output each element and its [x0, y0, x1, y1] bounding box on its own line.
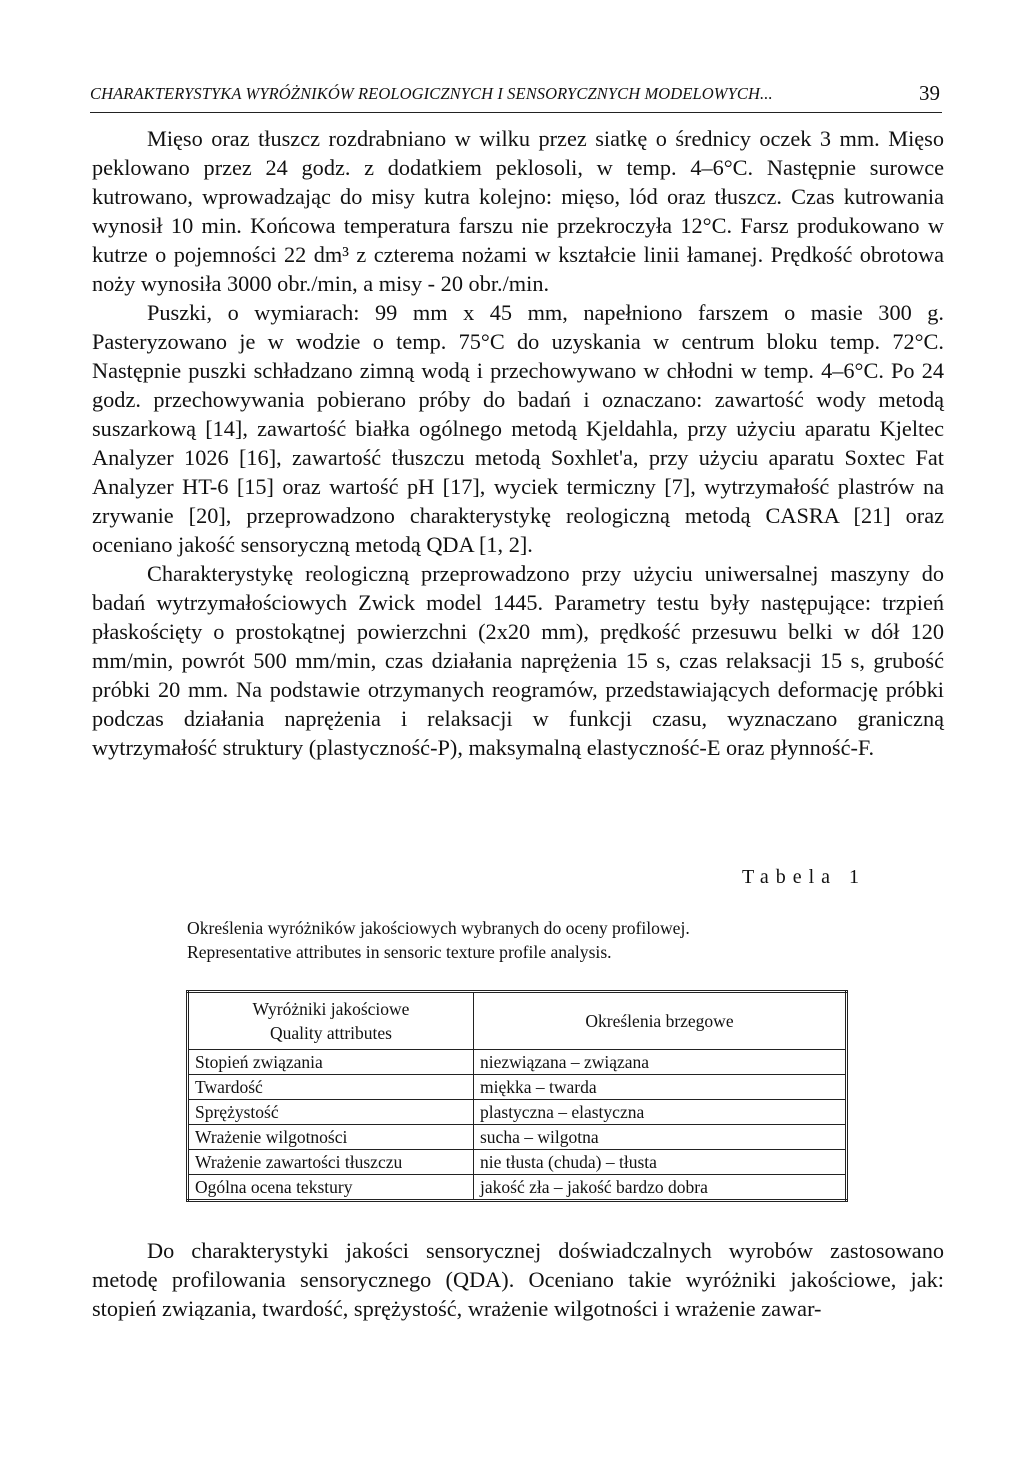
table-cell-attribute: Ogólna ocena tekstury	[188, 1175, 474, 1201]
table-header-attributes-pl: Wyróżniki jakościowe	[252, 999, 410, 1019]
running-title: CHARAKTERYSTYKA WYRÓŻNIKÓW REOLOGICZNYCH I SENSORYCZNYCH MODELOWYCH...	[90, 84, 773, 103]
table-cell-range: jakość zła – jakość bardzo dobra	[474, 1175, 847, 1201]
running-header	[90, 78, 942, 113]
table-caption	[187, 916, 690, 964]
body-text-continued	[92, 1236, 944, 1323]
table-header-attributes	[188, 992, 474, 1050]
table-label: Tabela 1	[742, 866, 867, 888]
paragraph: Charakterystykę reologiczną przeprowadzono przy użyciu uniwersalnej maszyny do badań wytrzymałościowych Zwick model 1445. Parametry testu były następujące: trzpień płaskościęty o prostokątnej powierzchni (2x20 mm), prędkość przesuwu belki w dół 120 mm/min, powrót 500 mm/min, czas działania naprężenia 15 s, czas relaksacji 15 s, grubość próbki 20 mm. Na podstawie otrzymanych reogramów, przedstawiających deformację próbki podczas działania naprężenia i relaksacji w funkcji czasu, wyznaczano graniczną wytrzymałość struktury (plastyczność-P), maksymalną elastyczność-E oraz płynność-F.	[92, 561, 944, 760]
table-row	[188, 1125, 847, 1150]
paragraph: Do charakterystyki jakości sensorycznej doświadczalnych wyrobów zastosowano metodę profilowania sensorycznego (QDA). Oceniano takie wyróżniki jakościowe, jak: stopień związania, twardość, sprężystość, wrażenie wilgotności i wrażenie zawar-	[92, 1238, 944, 1321]
table-cell-range: sucha – wilgotna	[474, 1125, 847, 1150]
table-row	[188, 1175, 847, 1201]
table-header-terms: Określenia brzegowe	[474, 992, 847, 1050]
table-cell-attribute: Twardość	[188, 1075, 474, 1100]
table-caption-en: Representative attributes in sensoric texture profile analysis.	[187, 942, 612, 962]
table-cell-range: nie tłusta (chuda) – tłusta	[474, 1150, 847, 1175]
table-cell-range: niezwiązana – związana	[474, 1050, 847, 1075]
table-cell-attribute: Wrażenie wilgotności	[188, 1125, 474, 1150]
body-text	[92, 124, 944, 762]
attributes-table	[186, 990, 848, 1202]
table-cell-range: plastyczna – elastyczna	[474, 1100, 847, 1125]
table-row	[188, 1050, 847, 1075]
table-caption-pl: Określenia wyróżników jakościowych wybranych do oceny profilowej.	[187, 918, 690, 938]
table-cell-attribute: Wrażenie zawartości tłuszczu	[188, 1150, 474, 1175]
table-row	[188, 1150, 847, 1175]
table-cell-range: miękka – twarda	[474, 1075, 847, 1100]
table-row	[188, 1075, 847, 1100]
page-number: 39	[919, 81, 940, 105]
table-row	[188, 1100, 847, 1125]
table-header-row	[188, 992, 847, 1050]
table-cell-attribute: Stopień związania	[188, 1050, 474, 1075]
paragraph: Mięso oraz tłuszcz rozdrabniano w wilku przez siatkę o średnicy oczek 3 mm. Mięso peklowano przez 24 godz. z dodatkiem peklosoli, w temp. 4–6°C. Następnie surowce kutrowano, wprowadzając do misy kutra kolejno: mięso, lód oraz tłuszcz. Czas kutrowania wynosił 10 min. Końcowa temperatura farszu nie przekroczyła 12°C. Farsz produkowano w kutrze o pojemności 22 dm³ z czterema nożami w kształcie linii łamanej. Prędkość obrotowa noży wynosiła 3000 obr./min, a misy - 20 obr./min.	[92, 126, 944, 296]
table-cell-attribute: Sprężystość	[188, 1100, 474, 1125]
table-header-attributes-en: Quality attributes	[270, 1023, 392, 1043]
paragraph: Puszki, o wymiarach: 99 mm x 45 mm, napełniono farszem o masie 300 g. Pasteryzowano je w wodzie o temp. 75°C do uzyskania w centrum bloku temp. 72°C. Następnie puszki schładzano zimną wodą i przechowywano w chłodni w temp. 4–6°C. Po 24 godz. przechowywania pobierano próby do badań i oznaczano: zawartość wody metodą suszarkową [14], zawartość białka ogólnego metodą Kjeldahla, przy użyciu aparatu Kjeltec Analyzer 1026 [16], zawartość tłuszczu metodą Soxhlet'a, przy użyciu aparatu Soxtec Fat Analyzer HT-6 [15] oraz wartość pH [17], wyciek termiczny [7], wytrzymałość plastrów na zrywanie [20], przeprowadzono charakterystykę reologiczną metodą CASRA [21] oraz oceniano jakość sensoryczną metodą QDA [1, 2].	[92, 300, 944, 557]
